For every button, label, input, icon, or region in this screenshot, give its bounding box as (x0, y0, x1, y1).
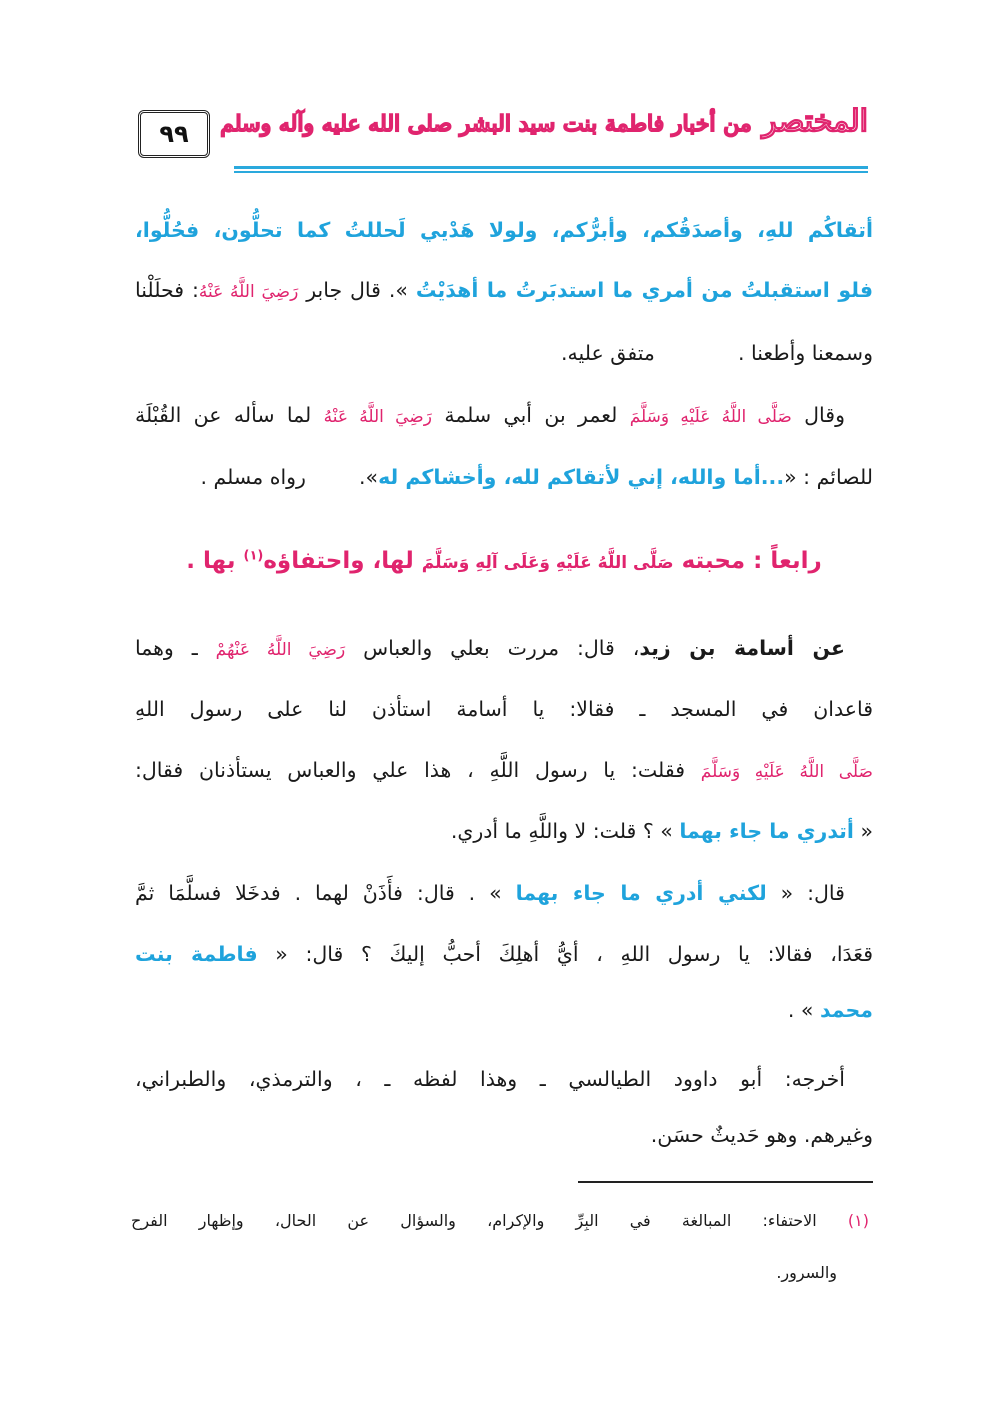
footnote-text: الاحتفاء: المبالغة في البِرِّ والإكرام، والسؤال عن الحال، وإظهار الفرح (131, 1211, 817, 1230)
footnote-divider (578, 1181, 873, 1183)
heading-text: رابعاً : محبته (681, 548, 822, 574)
footnote-line1 (131, 1211, 869, 1230)
narration-text: فقلت: يا رسول اللَّهِ ، هذا علي والعباس يستأذنان فقال: (135, 758, 685, 782)
hadith-quote: أتدري ما جاء بهما (679, 819, 854, 843)
para5-line1 (135, 1064, 873, 1094)
narration-text: « (860, 819, 873, 843)
para2-line1 (135, 400, 873, 432)
narration-text: ». (359, 465, 379, 489)
para4-line2 (135, 939, 873, 969)
page-body (135, 0, 873, 1417)
para4-line3 (135, 995, 873, 1025)
narrator-name: عن أسامة بن زيد (639, 636, 845, 660)
honorific: رَضِيَ اللَّهُ عَنْهُ (198, 282, 299, 302)
heading-text: بها . (186, 548, 236, 574)
page-number: ٩٩ (159, 120, 189, 148)
narration-text: ». قال جابر (306, 278, 408, 302)
honorific: رَضِيَ اللَّهُ عَنْهُمْ (215, 640, 346, 660)
footnote-text: والسرور. (776, 1263, 837, 1282)
source-note: رواه مسلم . (200, 465, 306, 489)
footnote-number: (١) (847, 1211, 869, 1230)
hadith-quote: فلو استقبلتُ من أمري ما استدبَرتُ ما أهدَيْتُ (415, 278, 874, 302)
narration-text: ـ وهما (135, 636, 198, 660)
para1-line2 (135, 275, 873, 307)
honorific: صَلَّى اللَّهُ عَلَيْهِ وَسَلَّمَ (629, 407, 792, 427)
honorific: رَضِيَ اللَّهُ عَنْهُ (323, 407, 432, 427)
para3-line4 (135, 816, 873, 846)
narration-text: ، قال: مررت بعلي والعباس (363, 636, 640, 660)
para1-line1: أتقاكُم للهِ، وأصدَقُكم، وأبرُّكم، ولولا هَدْيي لَحللتُ كما تحلُّون، فحُلُّوا، (135, 218, 873, 242)
para1-line3 (135, 338, 873, 368)
narration-text: » . (787, 998, 814, 1022)
hadith-quote: محمد (819, 998, 873, 1022)
narration-text: » . قال: فأَذَنْ لهما . فدخَلا فسلَّمَا ثمَّ (135, 881, 502, 905)
source-note: متفق عليه. (561, 341, 655, 365)
para4-line1 (135, 878, 873, 908)
hadith-quote: ...أما والله، إني لأتقاكم لله، وأخشاكم له (378, 465, 785, 489)
para3-line1 (135, 633, 873, 665)
hadith-quote: فاطمة بنت (135, 942, 258, 966)
narration-text: » ؟ قلت: لا واللَّهِ ما أدري. (450, 819, 673, 843)
narration-text: لما سأله عن القُبْلَة (135, 403, 312, 427)
footnote-ref: (١) (243, 548, 264, 564)
book-title-main: المختصر (762, 104, 868, 139)
hadith-quote: لكني أدري ما جاء بهما (515, 881, 767, 905)
para5-line2: وغيرهم. وهو حَديثٌ حسَن. (650, 1123, 873, 1147)
para3-line2: قاعدان في المسجد ـ فقالا: يا أسامة استأذن لنا على رسول اللهِ (135, 697, 873, 721)
narration-text: للصائم : « (784, 465, 873, 489)
narration-text: لعمر بن أبي سلمة (444, 403, 618, 427)
heading-text: لها، واحتفاؤه (263, 548, 414, 574)
honorific: صَلَّى اللَّهُ عَلَيْهِ وَسَلَّمَ (700, 762, 873, 782)
narration-text: : فحلَلْنا (135, 278, 199, 302)
narration-text: وقال (804, 403, 845, 427)
footnote-line2 (131, 1263, 869, 1282)
narration-text: وسمعنا وأطعنا . (737, 341, 873, 365)
section-heading (135, 548, 873, 574)
narration-text: قعَدَا، فقالا: يا رسول اللهِ ، أيُّ أهلِكَ أحبُّ إليكَ ؟ قال: « (275, 942, 873, 966)
narration-text: قال: « (780, 881, 845, 905)
book-title-sub: من أخبار فاطمة بنت سيد البشر صلى الله عليه وآله وسلم (220, 111, 752, 137)
honorific: صَلَّى اللَّهُ عَلَيْهِ وَعَلَى آلِهِ وَسَلَّمَ (421, 553, 674, 573)
citation-text: أخرجه: أبو داوود الطيالسي ـ وهذا لفظه ـ ، والترمذي، والطبراني، (135, 1067, 845, 1091)
para3-line3 (135, 755, 873, 787)
para2-line2 (135, 462, 873, 492)
